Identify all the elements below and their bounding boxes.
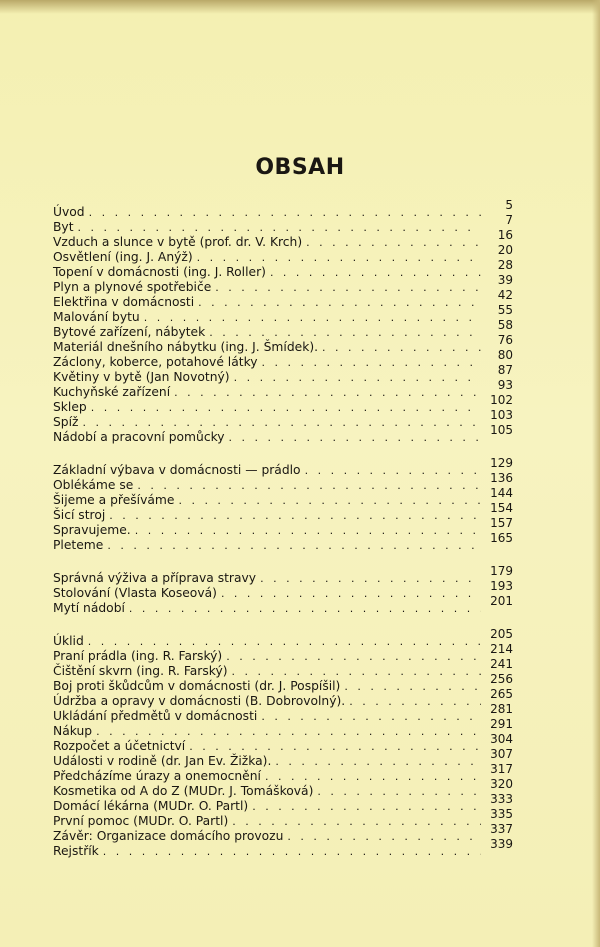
toc-entry-page-number: 304 (490, 732, 513, 746)
dot-leader (88, 634, 481, 649)
toc-entry (53, 762, 513, 784)
dot-leader (349, 694, 481, 709)
toc-entry (53, 333, 513, 355)
toc-entry-label: Čištění skvrn (ing. R. Farský) (53, 664, 228, 678)
toc-entry (53, 348, 513, 370)
toc-entry (53, 777, 513, 799)
toc-entry-page-number: 76 (497, 333, 513, 347)
dot-leader (78, 220, 481, 235)
toc-entry-label: Nádobí a pracovní pomůcky (53, 430, 225, 444)
dot-leader (107, 538, 481, 553)
toc-entry-label: Ukládání předmětů v domácnosti (53, 709, 258, 723)
toc-entry-page-number: 103 (490, 408, 513, 422)
toc-entry-page-number: 102 (490, 393, 513, 407)
toc-entry-label: Závěr: Organizace domácího provozu (53, 829, 284, 843)
toc-entry-page-number: 136 (490, 471, 513, 485)
dot-leader (265, 769, 481, 784)
dot-leader (229, 430, 481, 445)
toc-entry (53, 564, 513, 586)
toc-entry (53, 408, 513, 430)
toc-section (53, 198, 513, 445)
toc-entry-label: Šijeme a přešíváme (53, 493, 175, 507)
toc-entry (53, 516, 513, 538)
toc-entry (53, 822, 513, 844)
toc-entry-label: Boj proti škůdcům v domácnosti (dr. J. Pospíšil) (53, 679, 341, 693)
toc-entry (53, 642, 513, 664)
dot-leader (137, 478, 481, 493)
toc-entry-page-number: 333 (490, 792, 513, 806)
toc-entry-page-number: 337 (490, 822, 513, 836)
page-top-edge (0, 0, 600, 14)
toc-entry-page-number: 201 (490, 594, 513, 608)
toc-entry-label: Malování bytu (53, 310, 140, 324)
toc-entry-label: Záclony, koberce, potahové látky (53, 355, 258, 369)
toc-entry-label: Úvod (53, 205, 85, 219)
toc-entry-page-number: 281 (490, 702, 513, 716)
toc-entry-label: Základní výbava v domácnosti — prádlo (53, 463, 301, 477)
dot-leader (344, 679, 481, 694)
toc-entry-label: Pleteme (53, 538, 104, 552)
toc-entry-page-number: 165 (490, 531, 513, 545)
dot-leader (197, 250, 481, 265)
toc-section (53, 627, 513, 859)
dot-leader (209, 325, 481, 340)
dot-leader (82, 415, 481, 430)
dot-leader (252, 799, 481, 814)
toc-entry-label: Topení v domácnosti (ing. J. Roller) (53, 265, 266, 279)
toc-entry-label: Kuchyňské zařízení (53, 385, 171, 399)
toc-entry (53, 303, 513, 325)
dot-leader (103, 844, 481, 859)
toc-entry-label: Spravujeme. (53, 523, 131, 537)
dot-leader (262, 355, 481, 370)
dot-leader (322, 340, 481, 355)
page-title: OBSAH (255, 155, 345, 180)
toc-entry-page-number: 193 (490, 579, 513, 593)
dot-leader (91, 400, 481, 415)
dot-leader (198, 295, 481, 310)
dot-leader (89, 205, 481, 220)
toc-entry-page-number: 339 (490, 837, 513, 851)
toc-entry-label: Mytí nádobí (53, 601, 125, 615)
toc-entry (53, 258, 513, 280)
toc-entry-label: Události v rodině (dr. Jan Ev. Žižka). (53, 754, 272, 768)
toc-entry-label: Materiál dnešního nábytku (ing. J. Šmídek). (53, 340, 319, 354)
toc-entry (53, 318, 513, 340)
dot-leader (189, 739, 481, 754)
dot-leader (305, 463, 481, 478)
toc-entry (53, 423, 513, 445)
toc-section (53, 456, 513, 553)
toc-entry (53, 717, 513, 739)
toc-entry-label: Byt (53, 220, 74, 234)
toc-entry (53, 273, 513, 295)
toc-entry (53, 363, 513, 385)
toc-entry-label: Stolování (Vlasta Koseová) (53, 586, 217, 600)
toc-entry (53, 531, 513, 553)
dot-leader (178, 493, 481, 508)
dot-leader (135, 523, 481, 538)
dot-leader (221, 586, 481, 601)
toc-entry-label: Oblékáme se (53, 478, 134, 492)
toc-entry (53, 378, 513, 400)
toc-entry-page-number: 335 (490, 807, 513, 821)
toc-entry-page-number: 5 (505, 198, 513, 212)
toc-entry-page-number: 28 (497, 258, 513, 272)
toc-entry (53, 732, 513, 754)
toc-entry (53, 456, 513, 478)
toc-entry (53, 627, 513, 649)
toc-section (53, 564, 513, 616)
toc-entry (53, 501, 513, 523)
toc-entry-label: První pomoc (MUDr. O. Partl) (53, 814, 229, 828)
toc-entry-page-number: 241 (490, 657, 513, 671)
toc-entry-label: Správná výživa a příprava stravy (53, 571, 257, 585)
toc-entry (53, 672, 513, 694)
toc-entry-page-number: 7 (505, 213, 513, 227)
toc-entry-label: Spíž (53, 415, 79, 429)
toc-entry-page-number: 58 (497, 318, 513, 332)
toc-entry (53, 579, 513, 601)
toc-entry-label: Údržba a opravy v domácnosti (B. Dobrovolný). (53, 694, 346, 708)
toc-entry (53, 702, 513, 724)
toc-entry-page-number: 80 (497, 348, 513, 362)
toc-entry-label: Květiny v bytě (Jan Novotný) (53, 370, 230, 384)
toc-entry-label: Kosmetika od A do Z (MUDr. J. Tomášková) (53, 784, 314, 798)
toc-entry (53, 837, 513, 859)
dot-leader (270, 265, 481, 280)
toc-entry-label: Elektřina v domácnosti (53, 295, 195, 309)
toc-entry-label: Domácí lékárna (MUDr. O. Partl) (53, 799, 249, 813)
toc-entry-label: Předcházíme úrazy a onemocnění (53, 769, 261, 783)
toc-entry-page-number: 87 (497, 363, 513, 377)
toc-entry-page-number: 265 (490, 687, 513, 701)
dot-leader (174, 385, 481, 400)
toc-entry (53, 213, 513, 235)
page-right-edge (592, 0, 600, 947)
toc-entry-page-number: 42 (497, 288, 513, 302)
dot-leader (287, 829, 481, 844)
toc-entry-page-number: 205 (490, 627, 513, 641)
toc-entry (53, 393, 513, 415)
toc-entry-label: Rozpočet a účetnictví (53, 739, 186, 753)
dot-leader (109, 508, 481, 523)
toc-entry-page-number: 214 (490, 642, 513, 656)
toc-entry-label: Šicí stroj (53, 508, 106, 522)
toc-entry-page-number: 20 (497, 243, 513, 257)
toc-entry (53, 288, 513, 310)
toc-entry (53, 486, 513, 508)
dot-leader (144, 310, 481, 325)
dot-leader (232, 664, 481, 679)
toc-entry-label: Nákup (53, 724, 93, 738)
dot-leader (306, 235, 481, 250)
toc-entry-label: Bytové zařízení, nábytek (53, 325, 206, 339)
toc-entry-page-number: 129 (490, 456, 513, 470)
toc-entry-page-number: 55 (497, 303, 513, 317)
toc-entry (53, 657, 513, 679)
toc-entry-page-number: 157 (490, 516, 513, 530)
toc-entry-page-number: 307 (490, 747, 513, 761)
toc-entry (53, 243, 513, 265)
toc-entry-label: Sklep (53, 400, 87, 414)
toc-entry-label: Praní prádla (ing. R. Farský) (53, 649, 223, 663)
toc-entry-label: Vzduch a slunce v bytě (prof. dr. V. Krch) (53, 235, 303, 249)
toc-entry-page-number: 179 (490, 564, 513, 578)
toc-entry-page-number: 154 (490, 501, 513, 515)
toc-entry-page-number: 39 (497, 273, 513, 287)
dot-leader (275, 754, 481, 769)
toc-entry (53, 471, 513, 493)
toc-entry-page-number: 317 (490, 762, 513, 776)
toc-entry (53, 687, 513, 709)
toc-entry-page-number: 16 (497, 228, 513, 242)
toc-entry (53, 807, 513, 829)
dot-leader (234, 370, 481, 385)
toc-entry (53, 198, 513, 220)
dot-leader (261, 709, 481, 724)
dot-leader (226, 649, 481, 664)
toc-entry-label: Osvětlení (ing. J. Anýž) (53, 250, 193, 264)
toc-entry (53, 747, 513, 769)
toc-entry-page-number: 105 (490, 423, 513, 437)
toc-entry-page-number: 291 (490, 717, 513, 731)
toc-entry (53, 594, 513, 616)
dot-leader (215, 280, 481, 295)
toc-entry-label: Rejstřík (53, 844, 99, 858)
toc-entry-page-number: 256 (490, 672, 513, 686)
dot-leader (260, 571, 481, 586)
toc-entry-page-number: 144 (490, 486, 513, 500)
toc-entry-label: Plyn a plynové spotřebiče (53, 280, 212, 294)
dot-leader (96, 724, 481, 739)
toc-entry-label: Úklid (53, 634, 84, 648)
toc-entry (53, 792, 513, 814)
dot-leader (317, 784, 481, 799)
dot-leader (232, 814, 481, 829)
toc-entry (53, 228, 513, 250)
dot-leader (129, 601, 481, 616)
toc-entry-page-number: 320 (490, 777, 513, 791)
table-of-contents (53, 198, 513, 877)
toc-entry-page-number: 93 (497, 378, 513, 392)
